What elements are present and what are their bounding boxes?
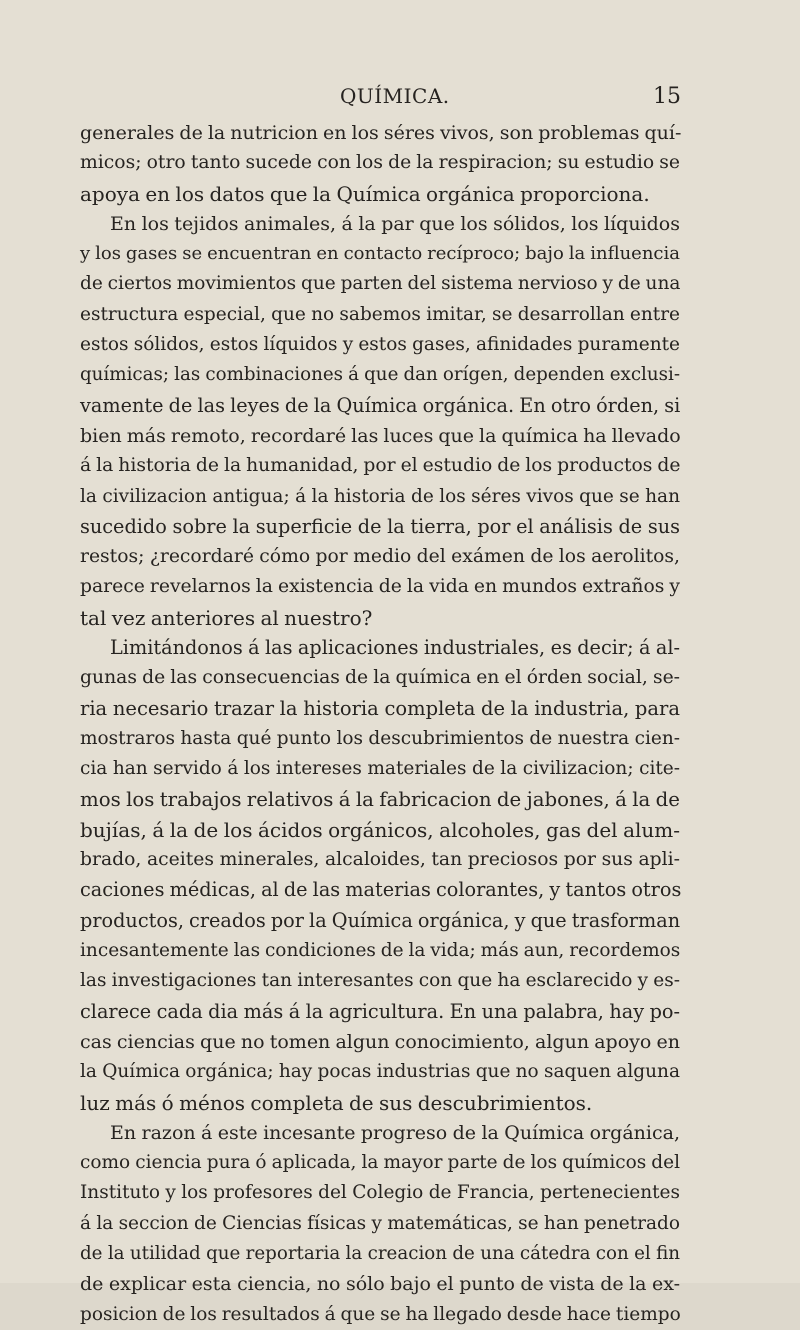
page-number: 15 [653,84,681,109]
text-line: productos, creados por la Química orgánica, y que trasforman [80,908,681,932]
text-line: posicion de los resultados á que se ha llegado desde hace tiempo [80,1303,681,1325]
text-line: generales de la nutricion en los séres vivos, son problemas quí- [80,122,682,144]
text-line: vamente de las leyes de la Química orgánica. En otro órden, si [80,393,681,417]
text-line: incesantemente las condiciones de la vida; más aun, recordemos [80,940,681,962]
text-line: y los gases se encuentran en contacto recíproco; bajo la influencia [80,243,680,265]
text-line: de ciertos movimientos que parten del sistema nervioso y de una [80,273,681,295]
text-line: gunas de las consecuencias de la química en el órden social, se- [80,667,680,689]
text-line: de la utilidad que reportaria la creacion de una cátedra con el fin [80,1242,680,1264]
text-line: cas ciencias que no tomen algun conocimiento, algun apoyo en [80,1030,680,1053]
paragraph-start-line: En los tejidos animales, á la par que los sólidos, los líquidos [110,212,680,235]
text-line: ria necesario trazar la historia completa de la industria, para [80,696,680,720]
text-line: clarece cada dia más á la agricultura. En una palabra, hay po- [80,999,680,1023]
text-line: caciones médicas, al de las materias colorantes, y tantos otros [80,878,682,902]
text-line: micos; otro tanto sucede con los de la respiracion; su estudio se [80,152,680,174]
running-head [0,84,800,114]
body-text [80,118,680,1330]
text-line: luz más ó ménos completa de sus descubrimientos. [80,1090,593,1115]
text-line: las investigaciones tan interesantes con que ha esclarecido y es- [80,970,680,992]
text-line: restos; ¿recordaré cómo por medio del exámen de los aerolitos, [80,546,680,568]
text-line: mos los trabajos relativos á la fabricacion de jabones, á la de [80,787,680,811]
text-line: brado, aceites minerales, alcaloides, tan preciosos por sus apli- [80,849,680,871]
text-line: la civilizacion antigua; á la historia de los séres vivos que se han [80,485,680,507]
text-line: Instituto y los profesores del Colegio de Francia, pertenecientes [80,1182,680,1204]
text-line: bujías, á la de los ácidos orgánicos, alcoholes, gas del alum- [80,817,680,842]
text-line: mostraros hasta qué punto los descubrimientos de nuestra cien- [80,727,680,749]
text-line: químicas; las combinaciones á que dan orígen, dependen exclusi- [80,364,680,386]
text-line: sucedido sobre la superficie de la tierra, por el análisis de sus [80,514,680,538]
text-line: á la historia de la humanidad, por el estudio de los productos de [80,455,681,477]
text-line: de explicar esta ciencia, no sólo bajo el punto de vista de la ex- [80,1273,680,1296]
text-line: bien más remoto, recordaré las luces que la química ha llevado [80,424,681,447]
text-line: la Química orgánica; hay pocas industrias que no saquen alguna [80,1061,680,1083]
text-line: como ciencia pura ó aplicada, la mayor parte de los químicos del [80,1152,680,1174]
text-line: estructura especial, que no sabemos imitar, se desarrollan entre [80,303,680,325]
running-title: QUÍMICA. [340,84,450,108]
text-line: cia han servido á los intereses materiales de la civilizacion; cite- [80,758,680,780]
text-line: estos sólidos, estos líquidos y estos gases, afinidades puramente [80,334,680,356]
text-line: á la seccion de Ciencias físicas y matemáticas, se han penetrado [80,1212,680,1234]
paragraph-start-line: En razon á este incesante progreso de la Química orgánica, [110,1121,680,1144]
text-line: parece revelarnos la existencia de la vida en mundos extraños y [80,576,680,598]
text-line: tal vez anteriores al nuestro? [80,605,373,630]
paragraph-start-line: Limitándonos á las aplicaciones industriales, es decir; á al- [110,636,680,660]
text-line: apoya en los datos que la Química orgánica proporciona. [80,181,650,206]
